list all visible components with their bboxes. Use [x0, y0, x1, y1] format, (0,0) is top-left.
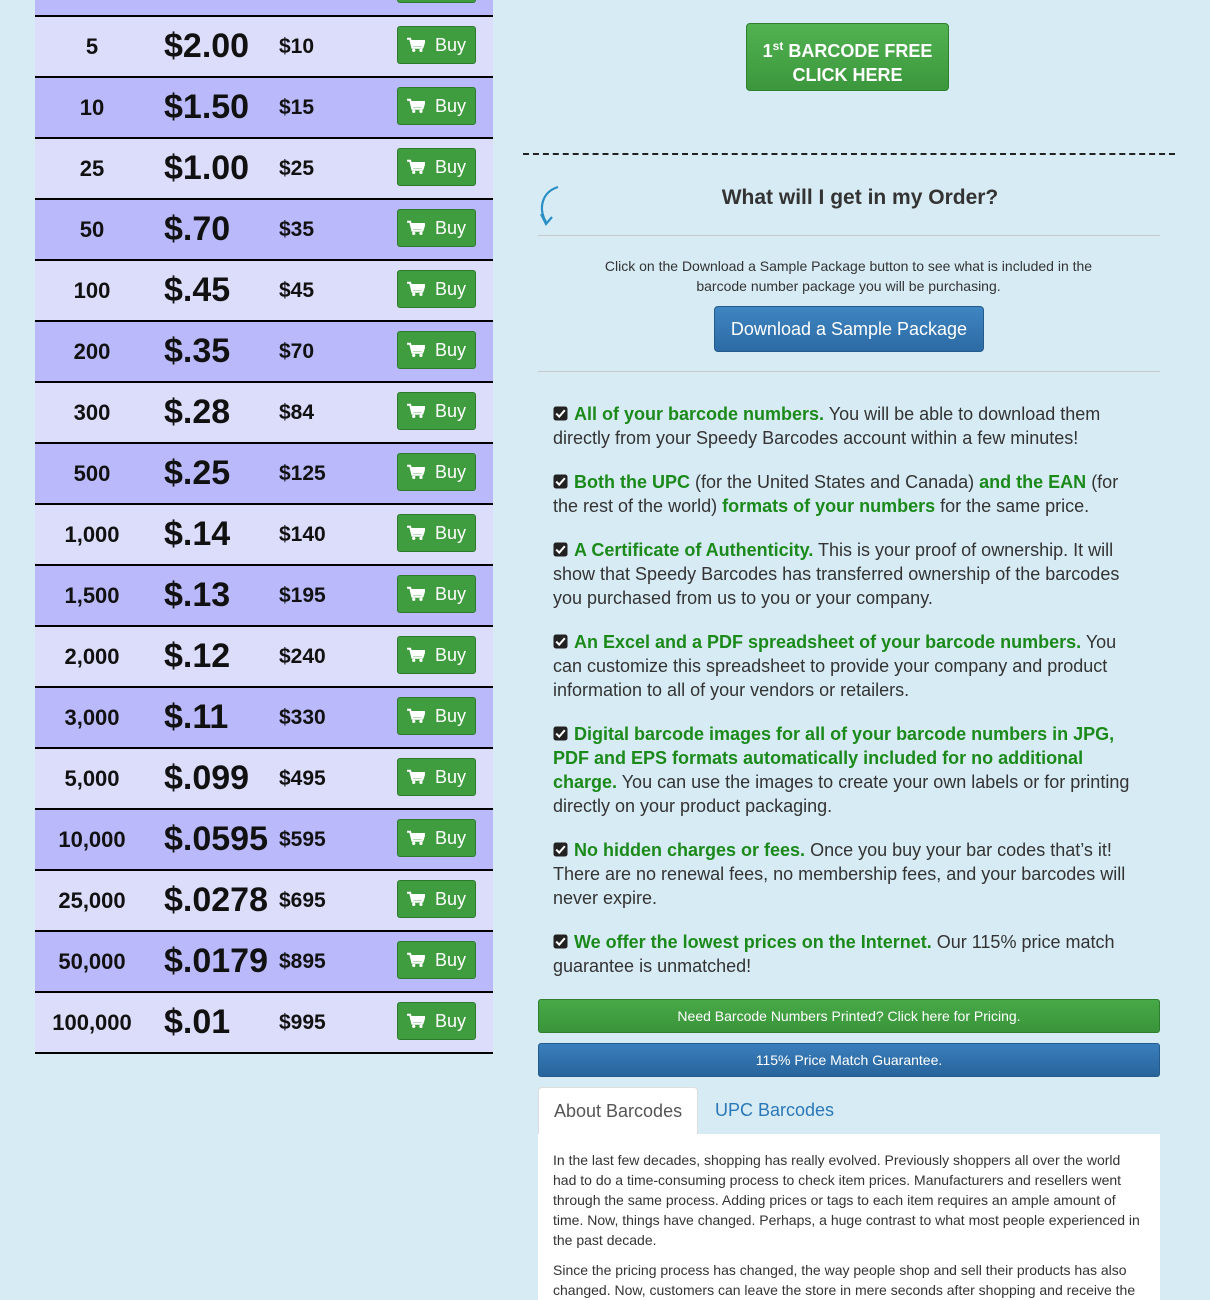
cart-icon: [407, 1013, 425, 1029]
checkbox-icon: [553, 723, 568, 738]
unit-price: $.0278: [164, 881, 268, 919]
buy-label: Buy: [434, 644, 467, 665]
quantity: 50,000: [58, 948, 126, 974]
price-row: [35, 261, 493, 322]
quantity: 200: [73, 338, 111, 364]
price-row: [35, 139, 493, 200]
order-heading: What will I get in my Order?: [721, 186, 999, 209]
buy-button[interactable]: [397, 880, 476, 918]
buy-label: Buy: [434, 461, 467, 482]
free-barcode-num: 1: [762, 41, 773, 61]
quantity: 10,000: [58, 826, 126, 852]
price-row: [35, 505, 493, 566]
unit-price: $.25: [164, 454, 231, 492]
feature-highlight: An Excel and a PDF spreadsheet of your barcode numbers.: [574, 632, 1082, 652]
info-tabs: [538, 1087, 1160, 1135]
printed-pricing-button[interactable]: Need Barcode Numbers Printed? Click here for Pricing.: [538, 999, 1160, 1033]
about-paragraph-2: Since the pricing process has changed, the way people shop and sell their products has also changed. Now, customers can leave the store in mere seconds after shopping and receive the: [553, 1262, 1136, 1298]
unit-price: $.0595: [164, 820, 268, 858]
price-row: [35, 871, 493, 932]
checkbox-icon: [553, 631, 568, 646]
feature-text: (for the United States and Canada): [690, 472, 980, 492]
cart-icon: [407, 98, 425, 114]
feature-text: for the same price.: [935, 496, 1090, 516]
dashed-divider: [523, 153, 1175, 155]
feature-highlight: We offer the lowest prices on the Internet.: [574, 932, 932, 952]
unit-price: $.70: [164, 210, 231, 248]
buy-button[interactable]: [397, 941, 476, 979]
unit-price: $.11: [164, 698, 229, 736]
price-row: [35, 444, 493, 505]
buy-button[interactable]: [397, 148, 476, 186]
buy-label: Buy: [434, 705, 467, 726]
buy-button[interactable]: [397, 87, 476, 125]
sample-description: Click on the Download a Sample Package button to see what is included in the barcode number package you will be purchasing.: [604, 258, 1093, 294]
unit-price: $.28: [164, 393, 231, 431]
feature-item: [553, 930, 1143, 978]
total-price: $140: [279, 522, 326, 546]
buy-label: Buy: [434, 95, 467, 116]
quantity: 5: [85, 33, 99, 59]
price-row: [35, 932, 493, 993]
buy-label: Buy: [434, 156, 467, 177]
total-price: $125: [279, 461, 326, 485]
price-row: [35, 17, 493, 78]
total-price: $995: [279, 1010, 326, 1034]
free-barcode-click: CLICK HERE: [792, 65, 903, 85]
unit-price: $1.00: [164, 149, 250, 187]
feature-highlight: Both the UPC: [574, 472, 690, 492]
total-price: $45: [279, 278, 315, 302]
buy-label: Buy: [434, 400, 467, 421]
cart-icon: [407, 891, 425, 907]
buy-button[interactable]: [397, 819, 476, 857]
unit-price: $.45: [164, 271, 231, 309]
tab-about-barcodes[interactable]: About Barcodes: [538, 1087, 698, 1135]
feature-text: Once you buy your bar codes that’s it! There are no renewal fees, no membership fees, and your barcodes will never expire.: [553, 840, 1126, 908]
total-price: $895: [279, 949, 326, 973]
feature-text: You can use the images to create your own labels or for printing directly on your product packaging.: [553, 772, 1130, 816]
checkbox-icon: [553, 539, 568, 554]
buy-button[interactable]: [397, 514, 476, 552]
feature-highlight: All of your barcode numbers.: [574, 404, 825, 424]
cart-icon: [407, 159, 425, 175]
feature-list: [553, 402, 1143, 998]
cart-icon: [407, 708, 425, 724]
buy-button[interactable]: [397, 392, 476, 430]
total-price: $15: [279, 95, 315, 119]
total-price: $10: [279, 34, 315, 58]
quantity: 50: [79, 216, 105, 242]
checkbox-icon: [553, 931, 568, 946]
price-row: [35, 810, 493, 871]
unit-price: $2.00: [164, 27, 250, 65]
feature-item: [553, 402, 1143, 450]
feature-highlight: A Certificate of Authenticity.: [574, 540, 814, 560]
quantity: 1,500: [64, 582, 120, 608]
total-price: $495: [279, 766, 326, 790]
feature-highlight: No hidden charges or fees.: [574, 840, 806, 860]
quantity: 10: [79, 94, 105, 120]
cart-icon: [407, 342, 425, 358]
feature-highlight: Digital barcode images for all of your barcode numbers in JPG, PDF and EPS formats automatically included for no additional charge.: [553, 724, 1115, 792]
cart-icon: [407, 403, 425, 419]
buy-button[interactable]: [397, 453, 476, 491]
quantity: 5,000: [64, 765, 120, 791]
buy-label: Buy: [434, 339, 467, 360]
cart-icon: [407, 769, 425, 785]
feature-highlight: formats of your numbers: [722, 496, 936, 516]
price-row: [35, 566, 493, 627]
download-sample-button[interactable]: Download a Sample Package: [714, 306, 984, 352]
unit-price: $.12: [164, 637, 231, 675]
unit-price: $.35: [164, 332, 231, 370]
unit-price: $.14: [164, 515, 231, 553]
checkbox-icon: [553, 403, 568, 418]
feature-highlight: and the EAN: [979, 472, 1087, 492]
cart-icon: [407, 525, 425, 541]
buy-label: Buy: [434, 888, 467, 909]
price-match-button[interactable]: 115% Price Match Guarantee.: [538, 1043, 1160, 1077]
unit-price: $.13: [164, 576, 231, 614]
quantity: 25,000: [58, 887, 126, 913]
total-price: $84: [279, 400, 315, 424]
buy-button[interactable]: [397, 26, 476, 64]
quantity: 100,000: [52, 1009, 132, 1035]
tab-upc-barcodes[interactable]: UPC Barcodes: [715, 1100, 835, 1120]
buy-button[interactable]: [397, 758, 476, 796]
price-row: [35, 200, 493, 261]
buy-button[interactable]: [397, 209, 476, 247]
price-row: [35, 688, 493, 749]
about-paragraph-1: In the last few decades, shopping has really evolved. Previously shoppers all over the world had to do a time-consuming process to check item prices. Manufacturers and resellers went through the same process. Adding prices or tags to each item requires an ample amount of time. Now, things have changed. Perhaps, a huge contrast to what most people experienced in the past decade.: [553, 1152, 1140, 1248]
buy-button[interactable]: [397, 1002, 476, 1040]
quantity: 1,000: [64, 521, 120, 547]
total-price: $70: [279, 339, 315, 363]
feature-item: [553, 722, 1143, 818]
total-price: $25: [279, 156, 315, 180]
total-price: $595: [279, 827, 326, 851]
divider: [538, 235, 1160, 236]
total-price: $240: [279, 644, 326, 668]
buy-button[interactable]: [397, 575, 476, 613]
pricing-table: [35, 0, 493, 1054]
buy-label: Buy: [434, 583, 467, 604]
feature-item: [553, 630, 1143, 702]
price-row: [35, 0, 493, 17]
cart-icon: [407, 952, 425, 968]
free-barcode-button[interactable]: [746, 23, 949, 91]
total-price: $330: [279, 705, 326, 729]
quantity: 300: [73, 399, 111, 425]
feature-text: Our 115% price match guarantee is unmatched!: [553, 932, 1115, 976]
buy-label: Buy: [434, 949, 467, 970]
buy-label: Buy: [434, 522, 467, 543]
feature-text: This is your proof of ownership. It will show that Speedy Barcodes has transferred ownership of the barcodes you purchased from us to you or your company.: [553, 540, 1120, 608]
quantity: 3,000: [64, 704, 120, 730]
quantity: 2,000: [64, 643, 120, 669]
cart-icon: [407, 464, 425, 480]
price-row: [35, 78, 493, 139]
price-row: [35, 322, 493, 383]
buy-button[interactable]: [397, 0, 476, 3]
feature-item: [553, 538, 1143, 610]
buy-label: Buy: [434, 1010, 467, 1031]
quantity: 500: [73, 460, 111, 486]
unit-price: $.0179: [164, 942, 268, 980]
buy-button[interactable]: [397, 270, 476, 308]
feature-item: [553, 838, 1143, 910]
buy-label: Buy: [434, 827, 467, 848]
feature-item: [553, 470, 1143, 518]
checkbox-icon: [553, 471, 568, 486]
cart-icon: [407, 37, 425, 53]
feature-text: You can customize this spreadsheet to provide your company and product information to all of your vendors or retailers.: [553, 632, 1117, 700]
price-row: [35, 749, 493, 810]
feature-text: (for the rest of the world): [553, 472, 1119, 516]
free-barcode-text: BARCODE FREE: [783, 41, 933, 61]
unit-price: $1.50: [164, 88, 250, 126]
checkbox-icon: [553, 839, 568, 854]
feature-text: You will be able to download them directly from your Speedy Barcodes account within a few minutes!: [553, 404, 1101, 448]
cart-icon: [407, 830, 425, 846]
buy-label: Buy: [434, 217, 467, 238]
quantity: 100: [73, 277, 111, 303]
buy-button[interactable]: [397, 331, 476, 369]
total-price: $35: [279, 217, 315, 241]
cart-icon: [407, 220, 425, 236]
buy-button[interactable]: [397, 697, 476, 735]
buy-label: Buy: [434, 34, 467, 55]
cart-icon: [407, 586, 425, 602]
price-row: [35, 993, 493, 1054]
price-row: [35, 383, 493, 444]
unit-price: $.099: [164, 759, 250, 797]
unit-price: $.01: [164, 1003, 231, 1041]
quantity: 25: [79, 155, 105, 181]
buy-button[interactable]: [397, 636, 476, 674]
buy-label: Buy: [434, 766, 467, 787]
cart-icon: [407, 647, 425, 663]
buy-label: Buy: [434, 278, 467, 299]
cart-icon: [407, 281, 425, 297]
total-price: $695: [279, 888, 326, 912]
total-price: $195: [279, 583, 326, 607]
free-barcode-sup: st: [772, 39, 784, 53]
about-panel: [538, 1134, 1160, 1300]
divider: [538, 371, 1160, 372]
price-row: [35, 627, 493, 688]
